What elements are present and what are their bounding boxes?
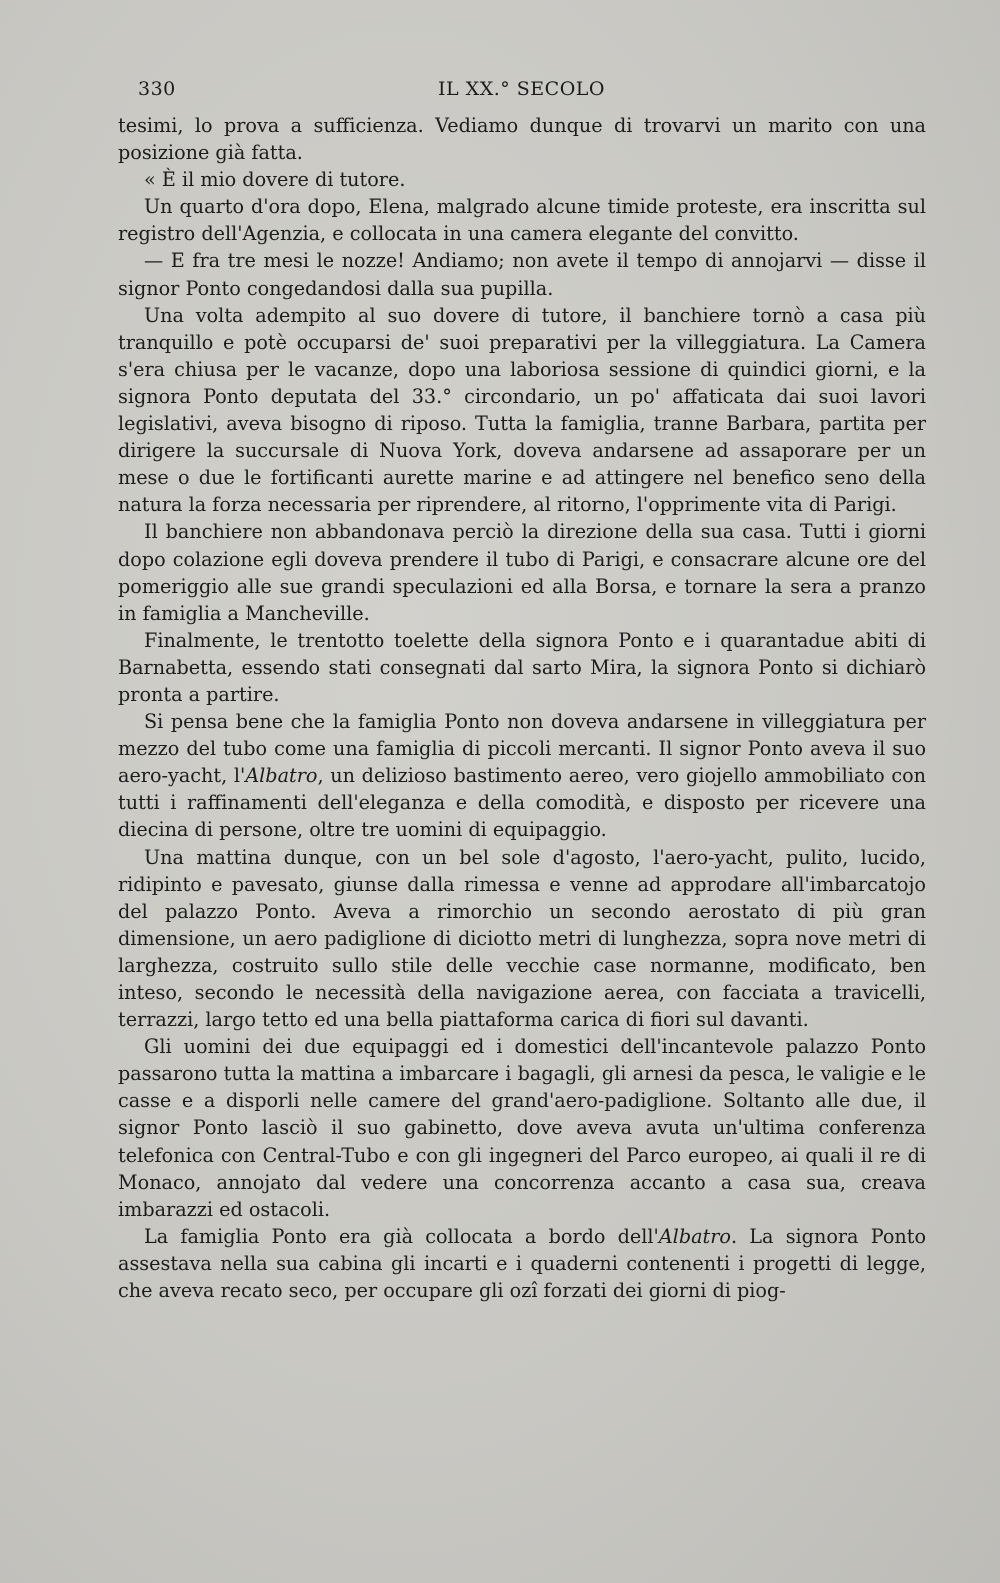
paragraph-text: , un delizioso bastimento aereo, vero giojello ammobiliato con tutti i raffinamenti dell'eleganza e della comodità, e disposto per ricevere una diecina di persone, oltre tre uomini di equipaggio.	[118, 764, 926, 842]
paragraph	[118, 1033, 926, 1223]
paragraph	[118, 627, 926, 708]
paragraph	[118, 112, 926, 166]
paragraph	[118, 302, 926, 519]
page-number: 330	[138, 78, 176, 100]
paragraph	[118, 518, 926, 626]
paragraph	[118, 844, 926, 1034]
paragraph-text: Finalmente, le trentotto toelette della signora Ponto e i quarantadue abiti di Barnabetta, essendo stati consegnati dal sarto Mira, la signora Ponto si dichiarò pronta a partire.	[118, 628, 926, 706]
paragraph-text: Un quarto d'ora dopo, Elena, malgrado alcune timide proteste, era inscritta sul registro dell'Agenzia, e collocata in una camera elegante del convitto.	[118, 195, 926, 246]
running-title: IL XX.° SECOLO	[438, 78, 605, 100]
italic-text: Albatro	[245, 764, 318, 788]
paragraph-text: La famiglia Ponto era già collocata a bordo dell'	[144, 1224, 659, 1248]
paragraph	[118, 247, 926, 301]
italic-text: Albatro	[658, 1224, 731, 1248]
paragraph	[118, 1223, 926, 1304]
paragraph	[118, 166, 926, 193]
body-text	[118, 112, 926, 1304]
paragraph-text: Una volta adempito al suo dovere di tutore, il banchiere tornò a casa più tranquillo e potè occuparsi de' suoi preparativi per la villeggiatura. La Camera s'era chiusa per le vacanze, dopo una laboriosa sessione di quindici giorni, e la signora Ponto deputata del 33.° circondario, un po' affaticata dai suoi lavori legislativi, aveva bisogno di riposo. Tutta la famiglia, tranne Barbara, partita per dirigere la succursale di Nuova York, doveva andarsene ad assaporare per un mese o due le fortificanti aurette marine e ad attingere nel benefico seno della natura la forza necessaria per riprendere, al ritorno, l'opprimente vita di Parigi.	[118, 303, 926, 517]
paragraph-text: « È il mio dovere di tutore.	[144, 168, 406, 192]
paragraph-text: Una mattina dunque, con un bel sole d'agosto, l'aero-yacht, pulito, lucido, ridipinto e pavesato, giunse dalla rimessa e venne ad approdare all'imbarcatojo del palazzo Ponto. Aveva a rimorchio un secondo aerostato di più gran dimensione, un aero padiglione di diciotto metri di lunghezza, sopra nove metri di larghezza, costruito sullo stile delle vecchie case normanne, modificato, ben inteso, secondo le necessità della navigazione aerea, con facciata a travicelli, terrazzi, largo tetto ed una bella piattaforma carica di fiori sul davanti.	[118, 845, 926, 1032]
paragraph-text: . La signora Ponto assestava nella sua cabina gli incarti e i quaderni contenenti i progetti di legge, che aveva recato seco, per occupare gli ozî forzati dei giorni di piog-	[118, 1224, 926, 1303]
paragraph-text: — E fra tre mesi le nozze! Andiamo; non avete il tempo di annojarvi — disse il signor Ponto congedandosi dalla sua pupilla.	[118, 249, 926, 300]
paragraph-text: Il banchiere non abbandonava perciò la direzione della sua casa. Tutti i giorni dopo colazione egli doveva prendere il tubo di Parigi, e consacrare alcune ore del pomeriggio alle sue grandi speculazioni ed alla Borsa, e tornare la sera a pranzo in famiglia a Mancheville.	[118, 520, 926, 625]
paragraph	[118, 193, 926, 247]
page-header	[138, 78, 928, 104]
paragraph	[118, 708, 926, 843]
paragraph-text: Si pensa bene che la famiglia Ponto non doveva andarsene in villeggiatura per mezzo del tubo come una famiglia di piccoli mercanti. Il signor Ponto aveva il suo aero-yacht, l'	[118, 710, 926, 788]
paragraph-text: Gli uomini dei due equipaggi ed i domestici dell'incantevole palazzo Ponto passarono tutta la mattina a imbarcare i bagagli, gli arnesi da pesca, le valigie e le casse e a disporli nelle camere del grand'aero-padiglione. Soltanto alle due, il signor Ponto lasciò il suo gabinetto, dove aveva avuta un'ultima conferenza telefonica con Central-Tubo e con gli ingegneri del Parco europeo, ai quali il re di Monaco, annojato dal vedere una concorrenza accanto a casa sua, creava imbarazzi ed ostacoli.	[118, 1035, 926, 1221]
paragraph-text: tesimi, lo prova a sufficienza. Vediamo dunque di trovarvi un marito con una posizione già fatta.	[118, 114, 926, 165]
